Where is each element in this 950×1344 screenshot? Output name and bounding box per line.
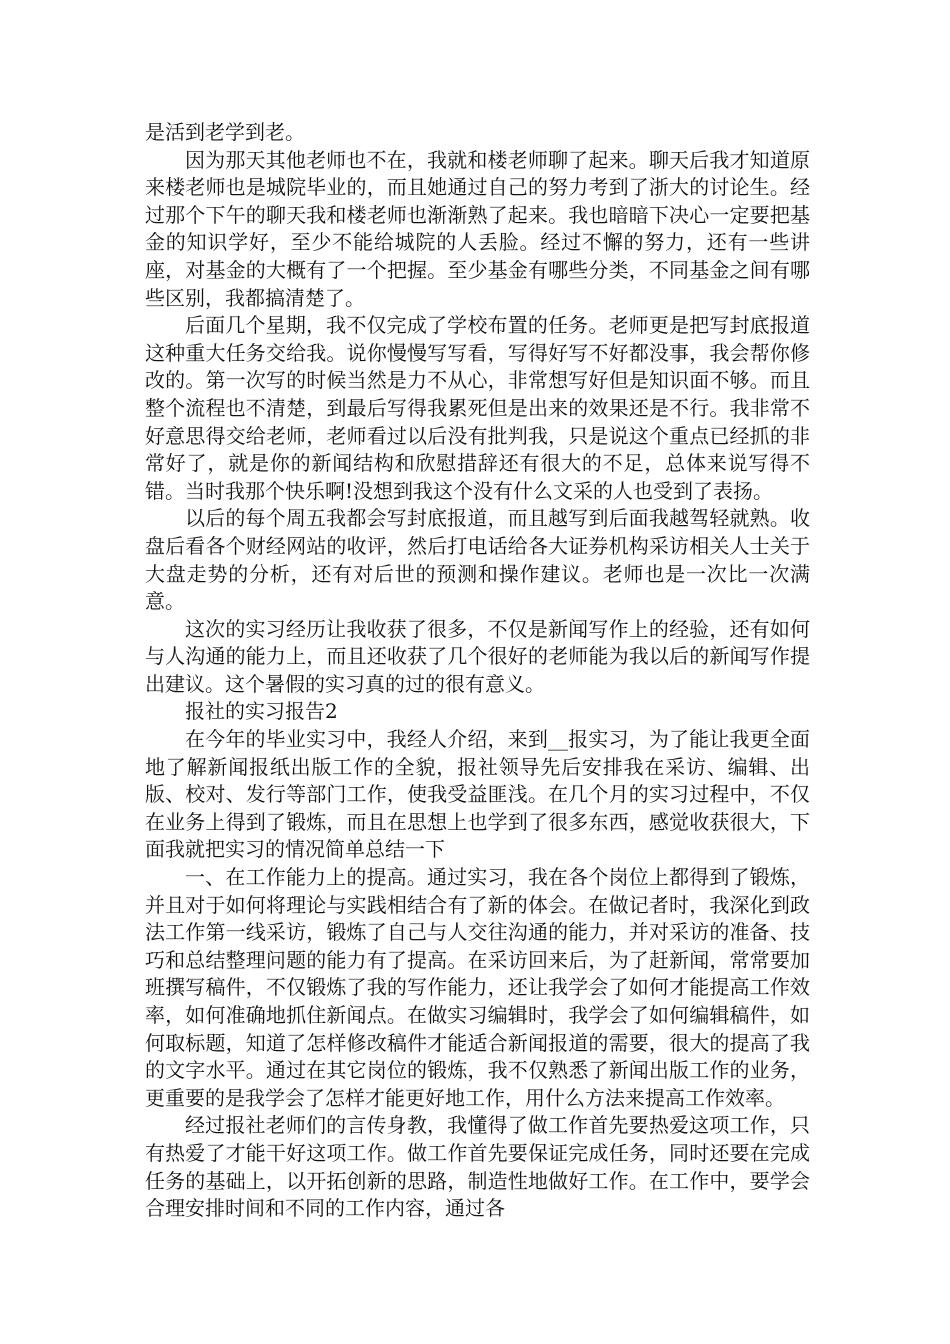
paragraph: 这次的实习经历让我收获了很多，不仅是新闻写作上的经验，还有如何与人沟通的能力上，而且还收获了几个很好的老师能为我以后的新闻写作提出建议。这个暑假的实习真的过的很有意义。 <box>145 616 810 696</box>
paragraph-continuation: 是活到老学到老。 <box>145 120 305 144</box>
document-body <box>145 119 810 1223</box>
paragraph: 在今年的毕业实习中，我经人介绍，来到__报实习，为了能让我更全面地了解新闻报纸出版工作的全貌，报社领导先后安排我在采访、编辑、出版、校对、发行等部门工作，使我受益匪浅。在几个月的实习过程中，不仅在业务上得到了锻炼，而且在思想上也学到了很多东西，感觉收获很大，下面我就把实习的情况简单总结一下 <box>145 727 810 862</box>
paragraph: 后面几个星期，我不仅完成了学校布置的任务。老师更是把写封底报道这种重大任务交给我。说你慢慢写写看，写得好写不好都没事，我会帮你修改的。第一次写的时候当然是力不从心，非常想写好但是知识面不够。而且整个流程也不清楚，到最后写得我累死但是出来的效果还是不行。我非常不好意思得交给老师，老师看过以后没有批判我，只是说这个重点已经抓的非常好了，就是你的新闻结构和欣慰措辞还有很大的不足，总体来说写得不错。当时我那个快乐啊!没想到我这个没有什么文采的人也受到了表扬。 <box>145 313 810 503</box>
paragraph: 经过报社老师们的言传身教，我懂得了做工作首先要热爱这项工作，只有热爱了才能干好这项工作。做工作首先要保证完成任务，同时还要在完成任务的基础上，以开拓创新的思路，制造性地做好工作。在工作中，要学会合理安排时间和不同的工作内容，通过各 <box>145 1113 810 1221</box>
paragraph: 以后的每个周五我都会写封底报道，而且越写到后面我越驾轻就熟。收盘后看各个财经网站的收评，然后打电话给各大证券机构采访相关人士关于大盘走势的分析，还有对后世的预测和操作建议。老师也是一次比一次满意。 <box>145 506 810 614</box>
section-heading: 报社的实习报告2 <box>185 699 338 724</box>
paragraph: 一、在工作能力上的提高。通过实习，我在各个岗位上都得到了锻炼，并且对于如何将理论与实践相结合有了新的体会。在做记者时，我深化到政法工作第一线采访，锻炼了自己与人交往沟通的能力，并对采访的准备、技巧和总结整理问题的能力有了提高。在采访回来后，为了赶新闻，常常要加班撰写稿件，不仅锻炼了我的写作能力，还让我学会了如何才能提高工作效率，如何准确地抓住新闻点。在做实习编辑时，我学会了如何编辑稿件，如何取标题，知道了怎样修改稿件才能适合新闻报道的需要，很大的提高了我的文字水平。通过在其它岗位的锻炼，我不仅熟悉了新闻出版工作的业务，更重要的是我学会了怎样才能更好地工作，用什么方法来提高工作效率。 <box>145 865 810 1110</box>
paragraph: 因为那天其他老师也不在，我就和楼老师聊了起来。聊天后我才知道原来楼老师也是城院毕业的，而且她通过自己的努力考到了浙大的讨论生。经过那个下午的聊天我和楼老师也渐渐熟了起来。我也暗暗下决心一定要把基金的知识学好，至少不能给城院的人丢脸。经过不懈的努力，还有一些讲座，对基金的大概有了一个把握。至少基金有哪些分类，不同基金之间有哪些区别，我都搞清楚了。 <box>145 147 810 310</box>
